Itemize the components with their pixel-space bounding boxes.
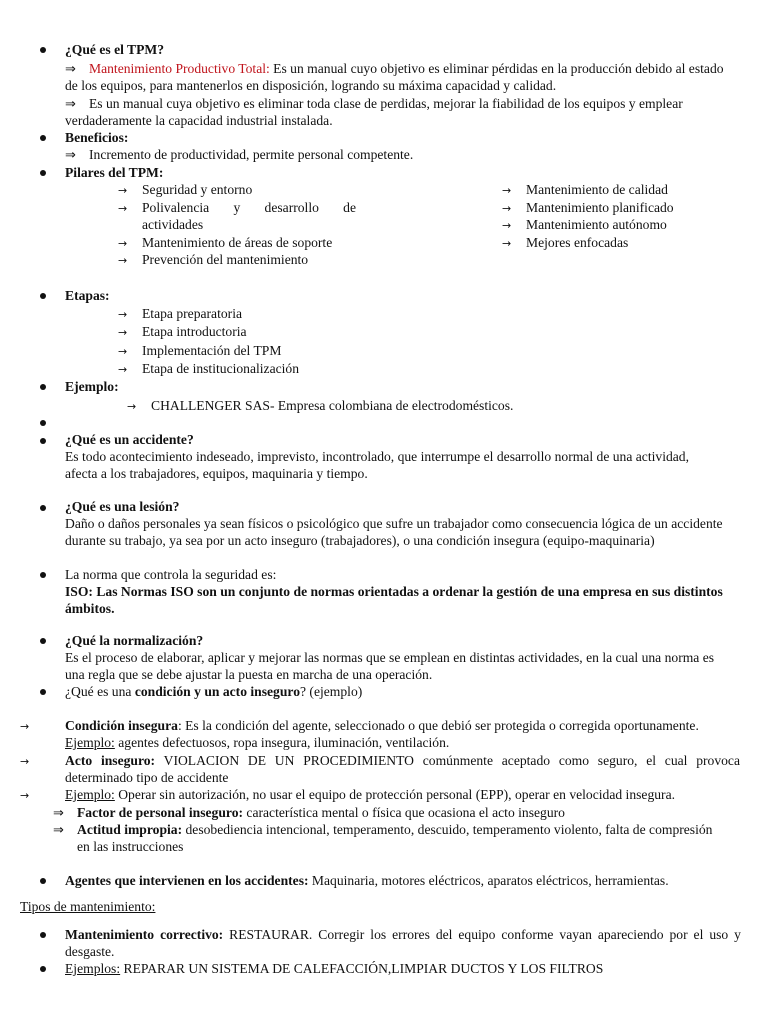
normalizacion-heading: ¿Qué la normalización?	[65, 633, 204, 648]
pilares-heading: Pilares del TPM:	[65, 165, 164, 180]
pilar-right-item	[502, 181, 668, 199]
ejemplos-text: REPARAR UN SISTEMA DE CALEFACCIÓN,LIMPIAR DUCTOS Y LOS FILTROS	[120, 961, 604, 976]
right-arrow-icon: →	[118, 308, 128, 321]
pilar-label: Seguridad y entorno	[142, 182, 253, 197]
bullet-dot-icon	[40, 505, 46, 511]
double-right-arrow-icon: ⇒	[65, 148, 76, 163]
normalizacion-line1: Es el proceso de elaborar, aplicar y mejorar las normas que se emplean en distintas actividades, en la cual una norma es	[65, 650, 715, 665]
condicion-question	[65, 683, 362, 700]
tpm-def2-text: Es un manual cuya objetivo es eliminar toda clase de perdidas, mejorar la fiabilidad de los equipos y emplear	[89, 96, 683, 111]
pilar-right-item	[502, 234, 628, 252]
pilar-label: Prevención del mantenimiento	[142, 252, 309, 267]
actitud-text: desobediencia intencional, temperamento, descuido, temperamento violento, falta de compresión	[182, 822, 713, 837]
condicion-item	[20, 717, 699, 735]
tpm-def1-text: Es un manual cuyo objetivo es eliminar pérdidas en la producción debido al estado	[269, 61, 724, 76]
pilar-label: Mantenimiento de áreas de soporte	[142, 235, 333, 250]
pilar-label: Mantenimiento autónomo	[526, 217, 667, 232]
question-bold: condición y un acto inseguro	[134, 684, 300, 699]
right-arrow-icon: →	[118, 237, 128, 250]
etapa-label: Etapa de institucionalización	[142, 361, 300, 376]
double-right-arrow-icon: ⇒	[53, 806, 64, 821]
lesion-line1: Daño o daños personales ya sean físicos o psicológico que sufre un trabajador como consecuencia lógica de un accidente	[65, 516, 723, 531]
factor-label: Factor de personal inseguro:	[77, 805, 244, 820]
right-arrow-icon: →	[118, 326, 128, 339]
pilar-left-item	[118, 181, 252, 199]
correctivo-text: RESTAURAR. Corregir los errores del equipo conforme vayan apareciendo por el uso y	[223, 927, 741, 942]
etapa-label: Etapa introductoria	[142, 324, 247, 339]
correctivo-item	[65, 926, 741, 943]
agentes-text: Maquinaria, motores eléctricos, aparatos eléctricos, herramientas.	[308, 873, 669, 888]
bullet-dot-icon	[40, 135, 46, 141]
factor-text: característica mental o física que ocasiona el acto inseguro	[243, 805, 565, 820]
ejemplos-item	[65, 960, 603, 977]
double-right-arrow-icon: ⇒	[53, 823, 64, 838]
question-prefix: ¿Qué es una	[65, 684, 135, 699]
acto-text: VIOLACION DE UN PROCEDIMIENTO comúnmente aceptado como seguro, el cual provoca	[155, 753, 741, 768]
acto-ejemplo-label: Ejemplo:	[65, 787, 115, 802]
right-arrow-icon: →	[118, 254, 128, 267]
pilar-label: Mantenimiento de calidad	[526, 182, 668, 197]
norma-iso-line2: ámbitos.	[65, 601, 115, 616]
bullet-dot-icon	[40, 293, 46, 299]
norma-intro: La norma que controla la seguridad es:	[65, 567, 277, 582]
right-arrow-icon: →	[502, 237, 512, 250]
actitud-label: Actitud impropia:	[77, 822, 183, 837]
etapa-item	[118, 360, 299, 378]
condicion-label: Condición insegura	[65, 718, 178, 733]
tpm-heading: ¿Qué es el TPM?	[65, 42, 165, 57]
acto-ejemplo-text: Operar sin autorización, no usar el equipo de protección personal (EPP), operar en velocidad insegura.	[114, 787, 676, 802]
tpm-def2	[65, 95, 683, 113]
condicion-text: : Es la condición del agente, seleccionado o que debió ser protegida o corregida oportunamente.	[177, 718, 699, 733]
etapa-item	[118, 342, 281, 360]
correctivo-label: Mantenimiento correctivo:	[65, 927, 224, 942]
lesion-heading: ¿Qué es una lesión?	[65, 499, 180, 514]
tpm-def1-label: Mantenimiento Productivo Total:	[89, 61, 270, 76]
bullet-dot-icon	[40, 966, 46, 972]
pilar-label: Mantenimiento planificado	[526, 200, 674, 215]
beneficios-text: Incremento de productividad, permite personal competente.	[89, 147, 414, 162]
double-right-arrow-icon: ⇒	[65, 62, 76, 77]
pilar-left-item	[118, 251, 308, 269]
ejemplo-item	[127, 397, 513, 415]
bullet-dot-icon	[40, 170, 46, 176]
right-arrow-icon: →	[20, 755, 30, 768]
bullet-dot-icon	[40, 572, 46, 578]
agentes-label: Agentes que intervienen en los accidentes:	[65, 873, 309, 888]
correctivo-cont: desgaste.	[65, 944, 115, 959]
acto-ejemplo	[20, 786, 675, 804]
bullet-dot-icon	[40, 438, 46, 444]
condicion-ejemplo	[65, 734, 449, 751]
pilar-right-item	[502, 199, 674, 217]
tpm-def1	[65, 60, 724, 78]
double-right-arrow-icon: ⇒	[65, 97, 76, 112]
factor-item	[53, 804, 565, 822]
actitud-cont: en las instrucciones	[77, 839, 184, 854]
pilar-left-item	[118, 234, 332, 252]
right-arrow-icon: →	[127, 400, 137, 413]
right-arrow-icon: →	[20, 789, 30, 802]
right-arrow-icon: →	[502, 219, 512, 232]
agentes-item	[65, 872, 669, 889]
accidente-heading: ¿Qué es un accidente?	[65, 432, 194, 447]
etapa-item	[118, 305, 242, 323]
tpm-def2-cont: verdaderamente la capacidad industrial instalada.	[65, 113, 333, 128]
ejemplo-text: CHALLENGER SAS- Empresa colombiana de electrodomésticos.	[151, 398, 514, 413]
tpm-def1-cont: de los equipos, para mantenerlos en disposición, logrando su máxima capacidad y calidad.	[65, 78, 557, 93]
bullet-dot-icon	[40, 638, 46, 644]
tipos-heading: Tipos de mantenimiento:	[20, 899, 156, 914]
right-arrow-icon: →	[118, 363, 128, 376]
etapa-label: Implementación del TPM	[142, 343, 282, 358]
bullet-dot-icon	[40, 689, 46, 695]
lesion-line2: durante su trabajo, ya sea por un acto inseguro (trabajadores), o una condición insegura (equipo-maquinaria)	[65, 533, 655, 548]
bullet-dot-icon	[40, 878, 46, 884]
etapas-heading: Etapas:	[65, 288, 110, 303]
etapa-item	[118, 323, 247, 341]
right-arrow-icon: →	[118, 345, 128, 358]
acto-cont: determinado tipo de accidente	[65, 770, 229, 785]
condicion-ejemplo-label: Ejemplo:	[65, 735, 115, 750]
right-arrow-icon: →	[502, 202, 512, 215]
bullet-dot-icon	[40, 384, 46, 390]
bullet-dot-icon	[40, 420, 46, 426]
pilar-label: Polivalencia y desarrollo de	[142, 200, 356, 215]
pilar-label: Mejores enfocadas	[526, 235, 629, 250]
pilar-right-item	[502, 216, 667, 234]
accidente-line1: Es todo acontecimiento indeseado, imprevisto, incontrolado, que interrumpe el desarrollo normal de una actividad,	[65, 449, 689, 464]
normalizacion-line2: una regla que se debe ajustar la puesta en marcha de una operación.	[65, 667, 433, 682]
beneficios-item	[65, 146, 413, 164]
acto-label: Acto inseguro:	[65, 753, 156, 768]
actitud-item	[53, 821, 712, 839]
ejemplo-heading: Ejemplo:	[65, 379, 119, 394]
accidente-line2: afecta a los trabajadores, equipos, maquinaria y tiempo.	[65, 466, 368, 481]
pilar-left-cont: actividades	[142, 217, 204, 232]
right-arrow-icon: →	[118, 184, 128, 197]
question-suffix: ? (ejemplo)	[300, 684, 363, 699]
ejemplos-label: Ejemplos:	[65, 961, 121, 976]
etapa-label: Etapa preparatoria	[142, 306, 243, 321]
right-arrow-icon: →	[502, 184, 512, 197]
beneficios-heading: Beneficios:	[65, 130, 129, 145]
bullet-dot-icon	[40, 47, 46, 53]
right-arrow-icon: →	[118, 202, 128, 215]
pilar-left-item	[118, 199, 356, 217]
acto-item	[20, 752, 740, 770]
condicion-ejemplo-text: agentes defectuosos, ropa insegura, iluminación, ventilación.	[114, 735, 450, 750]
bullet-dot-icon	[40, 932, 46, 938]
right-arrow-icon: →	[20, 720, 30, 733]
norma-iso-line1: ISO: Las Normas ISO son un conjunto de normas orientadas a ordenar la gestión de una empresa en sus distintos	[65, 584, 723, 599]
